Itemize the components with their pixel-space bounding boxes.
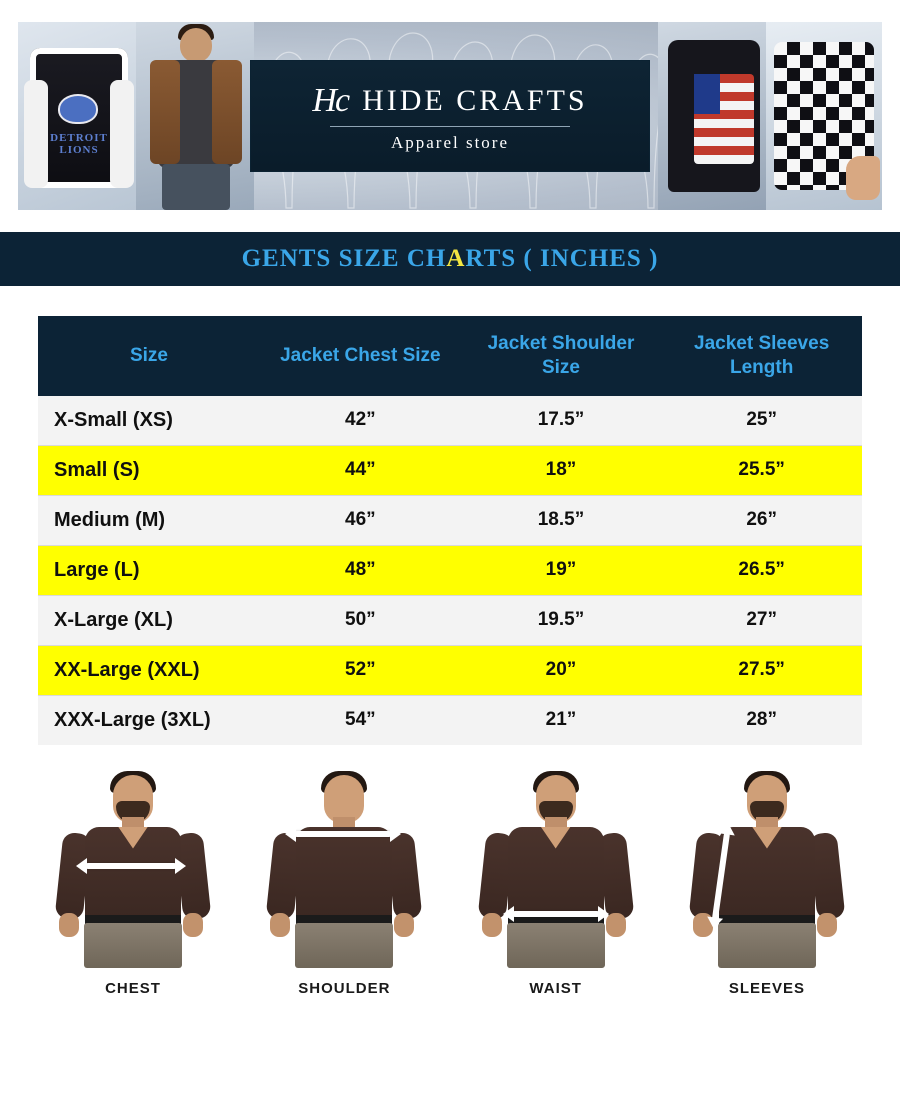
brown-leather-vest-photo	[136, 22, 254, 210]
cell-shoulder: 18”	[461, 445, 662, 495]
cell-chest: 42”	[260, 396, 461, 446]
table-body	[38, 396, 862, 745]
banner-strip	[18, 22, 882, 210]
table-row	[38, 445, 862, 495]
chart-title-bar	[0, 232, 900, 286]
model-pants	[718, 923, 816, 968]
page-title-prefix: GENTS SIZE CH	[241, 245, 447, 272]
figure-label: SHOULDER	[298, 979, 391, 997]
figure-shoulder	[251, 773, 437, 997]
model-illustration	[463, 773, 649, 968]
cell-sleeves: 26”	[661, 495, 862, 545]
cell-size: XXX-Large (3XL)	[38, 695, 260, 745]
cell-chest: 48”	[260, 545, 461, 595]
cell-sleeves: 25.5”	[661, 445, 862, 495]
usa-flag-jacket-photo	[658, 22, 768, 210]
measurement-figures	[0, 745, 900, 997]
page-title-highlight: A	[446, 245, 466, 272]
model-shirt	[296, 827, 392, 919]
model-pants	[295, 923, 393, 968]
plaque-divider	[330, 126, 570, 127]
cell-shoulder: 19.5”	[461, 595, 662, 645]
figure-label: CHEST	[105, 979, 161, 997]
cell-size: Large (L)	[38, 545, 260, 595]
cell-size: Medium (M)	[38, 495, 260, 545]
varsity-jacket-photo	[18, 22, 138, 210]
cell-size: XX-Large (XXL)	[38, 645, 260, 695]
cell-size: X-Large (XL)	[38, 595, 260, 645]
waist-measure-arrow-icon	[513, 911, 599, 917]
model-hand-left	[59, 913, 79, 937]
size-table-container	[0, 286, 900, 745]
size-chart-table	[38, 316, 862, 745]
table-row	[38, 396, 862, 446]
checkered-jacket-photo	[766, 22, 882, 210]
brand-tagline: Apparel store	[390, 132, 510, 152]
vest-panel-left	[150, 60, 180, 164]
cell-sleeves: 28”	[661, 695, 862, 745]
model-jeans	[162, 164, 230, 210]
brand-monogram: Hc	[312, 81, 349, 119]
figure-chest	[40, 773, 226, 997]
figure-sleeves	[674, 773, 860, 997]
cell-sleeves: 26.5”	[661, 545, 862, 595]
banner	[0, 0, 900, 232]
flag-icon	[694, 74, 754, 164]
brand-plaque	[250, 60, 650, 172]
model-hand-right	[817, 913, 837, 937]
model-hand-right	[606, 913, 626, 937]
figure-label: WAIST	[529, 979, 582, 997]
model-illustration	[674, 773, 860, 968]
cell-size: Small (S)	[38, 445, 260, 495]
cell-shoulder: 20”	[461, 645, 662, 695]
cell-shoulder: 17.5”	[461, 396, 662, 446]
model-illustration	[251, 773, 437, 968]
page-title	[242, 245, 659, 273]
model-hand	[846, 156, 880, 200]
cell-sleeves: 27”	[661, 595, 862, 645]
cell-sleeves: 27.5”	[661, 645, 862, 695]
column-header-size: Size	[38, 316, 260, 396]
model-hand-right	[183, 913, 203, 937]
cell-shoulder: 19”	[461, 545, 662, 595]
table-header	[38, 316, 862, 396]
cell-chest: 46”	[260, 495, 461, 545]
shoulder-measure-arrow-icon	[295, 831, 391, 837]
table-row	[38, 595, 862, 645]
column-header-chest: Jacket Chest Size	[260, 316, 461, 396]
cell-shoulder: 18.5”	[461, 495, 662, 545]
cell-chest: 54”	[260, 695, 461, 745]
jacket-team-text: DETROIT LIONS	[50, 132, 108, 156]
table-row	[38, 495, 862, 545]
table-header-row	[38, 316, 862, 396]
model-head	[324, 775, 364, 823]
cell-size: X-Small (XS)	[38, 396, 260, 446]
vest-panel-right	[212, 60, 242, 164]
jacket-graphic	[668, 40, 760, 192]
model-pants	[507, 923, 605, 968]
figure-waist	[463, 773, 649, 997]
model-hand-left	[482, 913, 502, 937]
helmet-logo-icon	[58, 94, 98, 124]
cell-shoulder: 21”	[461, 695, 662, 745]
table-row	[38, 545, 862, 595]
model-hand-right	[394, 913, 414, 937]
cell-chest: 44”	[260, 445, 461, 495]
model-illustration	[40, 773, 226, 968]
model-head	[180, 28, 212, 62]
cell-chest: 52”	[260, 645, 461, 695]
column-header-shoulder: Jacket Shoulder Size	[461, 316, 662, 396]
cell-chest: 50”	[260, 595, 461, 645]
model-pants	[84, 923, 182, 968]
table-row	[38, 695, 862, 745]
jacket-graphic	[30, 48, 128, 188]
table-row	[38, 645, 862, 695]
page-title-suffix: RTS ( INCHES )	[465, 245, 659, 272]
brand-name: HIDE CRAFTS	[362, 83, 588, 117]
cell-sleeves: 25”	[661, 396, 862, 446]
figure-label: SLEEVES	[728, 979, 806, 997]
column-header-sleeves: Jacket Sleeves Length	[661, 316, 862, 396]
chest-measure-arrow-icon	[86, 863, 176, 869]
model-hand-left	[270, 913, 290, 937]
